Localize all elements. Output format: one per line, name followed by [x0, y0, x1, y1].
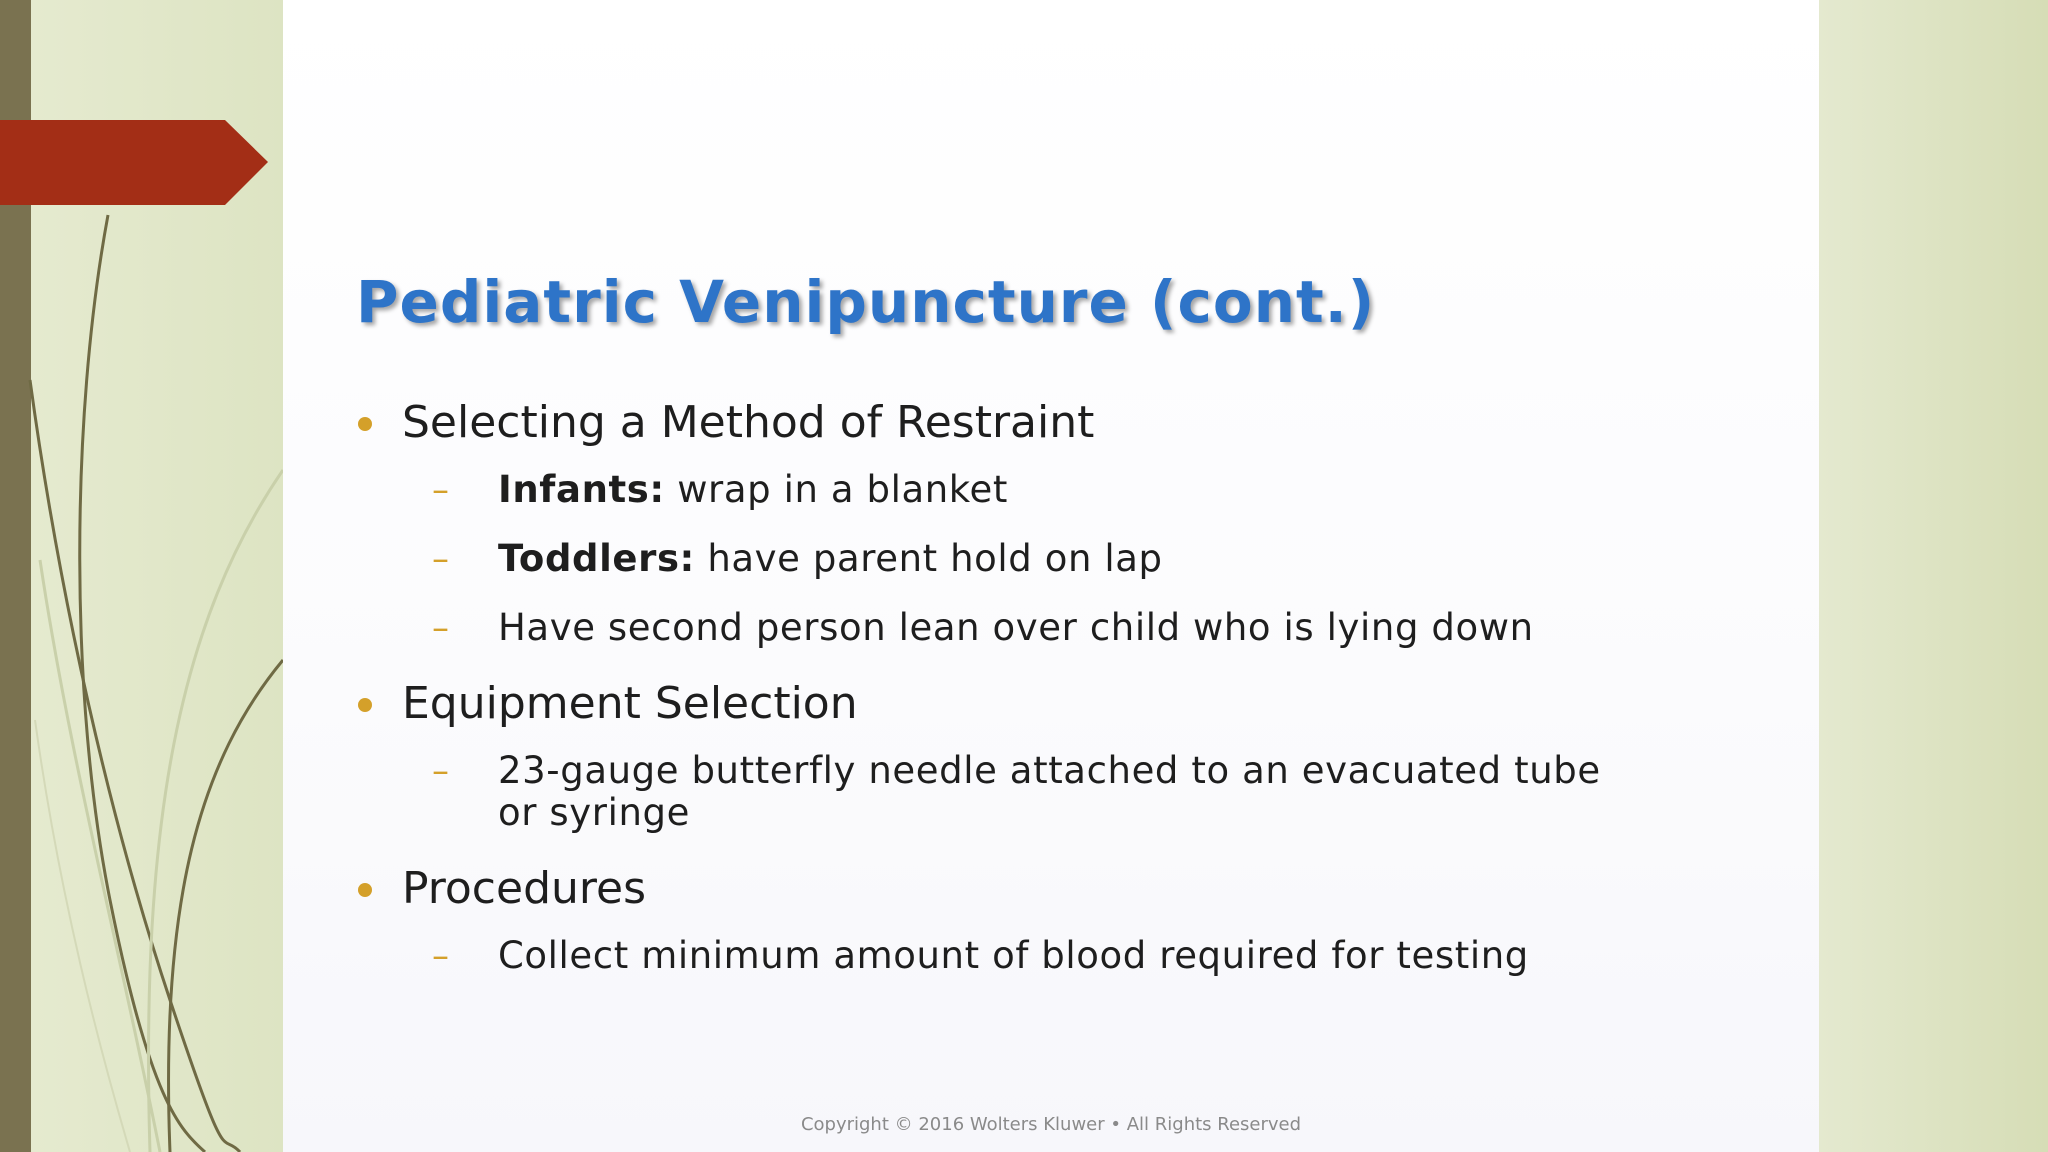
sub-item-text: Have second person lean over child who is lying down [498, 606, 1534, 649]
sub-item-label: Toddlers: [498, 537, 695, 580]
slide-content [350, 395, 1700, 1004]
section-procedures [350, 861, 1700, 977]
section-heading: Equipment Selection [402, 678, 858, 729]
bullet-dot-icon [358, 698, 372, 712]
slide-title: Pediatric Venipuncture (cont.) [356, 268, 1376, 336]
bullet-item [350, 861, 1700, 917]
sub-item-text: wrap in a blanket [664, 468, 1008, 511]
sub-item-text: have parent hold on lap [694, 537, 1163, 580]
section-restraint [350, 395, 1700, 649]
sub-bullet-item [350, 750, 1648, 834]
bullet-item [350, 395, 1700, 451]
sub-bullet-item [350, 607, 1700, 649]
dash-icon: – [432, 608, 450, 648]
section-heading: Selecting a Method of Restraint [402, 397, 1095, 448]
dash-icon: – [432, 470, 450, 510]
bullet-dot-icon [358, 417, 372, 431]
sub-bullet-item [350, 469, 1700, 511]
bullet-item [350, 676, 1700, 732]
sub-item-text: Collect minimum amount of blood required for testing [498, 934, 1529, 977]
sub-item-text: 23-gauge butterfly needle attached to an evacuated tube or syringe [498, 749, 1601, 834]
copyright-footer: Copyright © 2016 Wolters Kluwer • All Rights Reserved [800, 1114, 1302, 1135]
right-decor-panel [1819, 0, 2048, 1152]
sub-bullet-item [350, 538, 1700, 580]
dash-icon: – [432, 936, 450, 976]
sub-item-label: Infants: [498, 468, 665, 511]
bullet-dot-icon [358, 883, 372, 897]
sub-bullet-item [350, 935, 1700, 977]
section-heading: Procedures [402, 863, 646, 914]
dash-icon: – [432, 751, 450, 791]
section-equipment [350, 676, 1700, 834]
red-tab-decoration [0, 120, 268, 205]
dash-icon: – [432, 539, 450, 579]
